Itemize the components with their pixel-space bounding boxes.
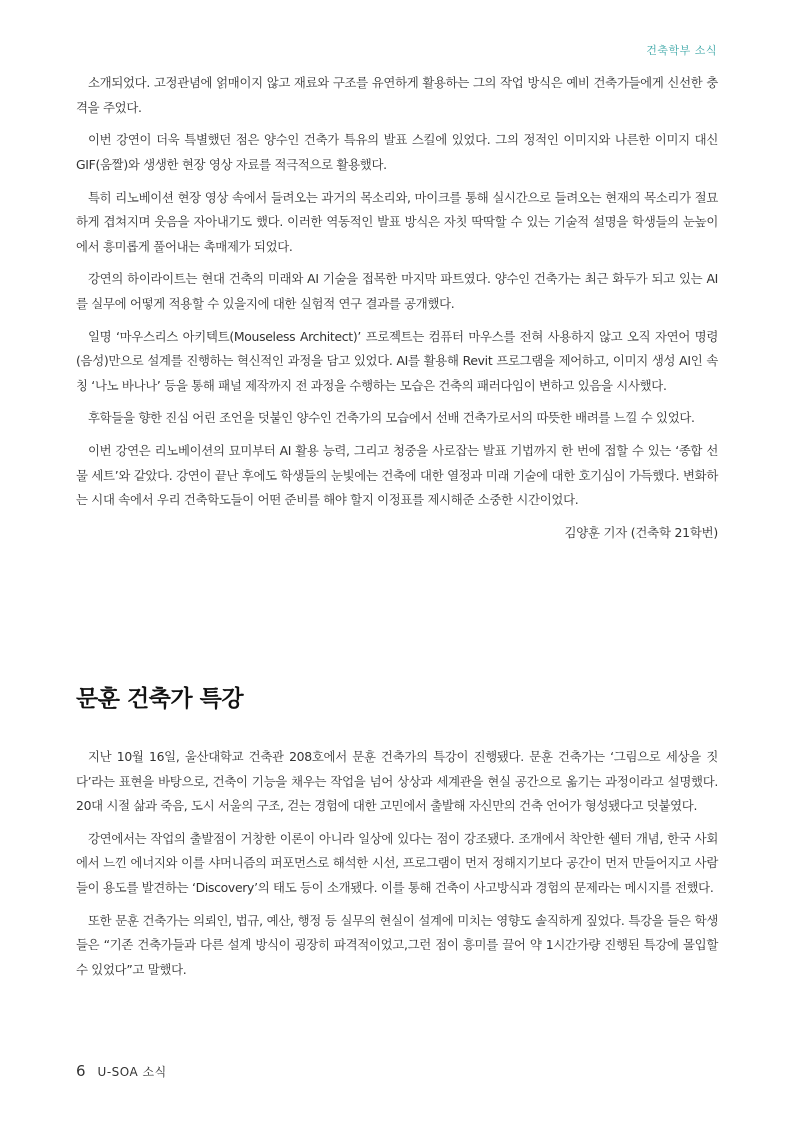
section-tag: 건축학부 소식 (646, 44, 717, 57)
article-body (76, 745, 718, 990)
article-title: 문훈 건축가 특강 (76, 686, 244, 712)
paragraph: 후학들을 향한 진심 어린 조언을 덧붙인 양수인 건축가의 모습에서 선배 건축가로서의 따뜻한 배려를 느낄 수 있었다. (88, 410, 695, 426)
paragraph: 강연에서는 작업의 출발점이 거창한 이론이 아니라 일상에 있다는 점이 강조됐다. 조개에서 착안한 쉘터 개념, 한국 사회에서 느낀 에너지와 이를 샤머니즘의 퍼포먼스로 해석한 시선, 프로그램이 먼저 정해지기보다 공간이 먼저 만들어지고 사람들이 용도를 발견하는 ‘Discovery’의 태도 등이 소개됐다. 이를 통해 건축이 사고방식과 경험의 문제라는 메시지를 전했다. (76, 830, 718, 895)
paragraph: 일명 ‘마우스리스 아키텍트(Mouseless Architect)’ 프로젝트는 컴퓨터 마우스를 전혀 사용하지 않고 오직 자연어 명령(음성)만으로 설계를 진행하는 혁신적인 과정을 담고 있었다. AI를 활용해 Revit 프로그램을 제어하고, 이미지 생성 AI인 속칭 ‘나노 바나나’ 등을 통해 패널 제작까지 전 과정을 수행하는 모습은 건축의 패러다임이 변하고 있음을 시사했다. (76, 328, 718, 393)
paragraph: 이번 강연은 리노베이션의 묘미부터 AI 활용 능력, 그리고 청중을 사로잡는 발표 기법까지 한 번에 접할 수 있는 ‘종합 선물 세트’와 같았다. 강연이 끝난 후에도 학생들의 눈빛에는 건축에 대한 열정과 미래 기술에 대한 호기심이 가득했다. 변화하는 시대 속에서 우리 건축학도들이 어떤 준비를 해야 할지 이정표를 제시해준 소중한 시간이었다. (76, 443, 718, 508)
paragraph: 이번 강연이 더욱 특별했던 점은 양수인 건축가 특유의 발표 스킬에 있었다. 그의 정적인 이미지와 나른한 이미지 대신 GIF(움짤)와 생생한 현장 영상 자료를 적극적으로 활용했다. (76, 132, 718, 172)
paragraph: 특히 리노베이션 현장 영상 속에서 들려오는 과거의 목소리와, 마이크를 통해 실시간으로 들려오는 현재의 목소리가 절묘하게 겹쳐지며 웃음을 자아내기도 했다. 이러한 역동적인 발표 방식은 자칫 딱딱할 수 있는 기술적 설명을 학생들의 눈높이에서 흥미롭게 풀어내는 촉매제가 되었다. (76, 189, 718, 254)
paragraph: 소개되었다. 고정관념에 얽매이지 않고 재료와 구조를 유연하게 활용하는 그의 작업 방식은 예비 건축가들에게 신선한 충격을 주었다. (76, 75, 718, 115)
byline: 김양훈 기자 (건축학 21학번) (564, 525, 718, 541)
paragraph: 강연의 하이라이트는 현대 건축의 미래와 AI 기술을 접목한 마지막 파트였다. 양수인 건축가는 최근 화두가 되고 있는 AI를 실무에 어떻게 적용할 수 있을지에 대한 실험적 연구 결과를 공개했다. (76, 271, 718, 311)
page-footer (76, 1062, 167, 1080)
paragraph: 지난 10월 16일, 울산대학교 건축관 208호에서 문훈 건축가의 특강이 진행됐다. 문훈 건축가는 ‘그림으로 세상을 짓다’라는 표현을 바탕으로, 건축이 기능을 채우는 작업을 넘어 상상과 세계관을 현실 공간으로 옮기는 과정이라고 설명했다. 20대 시절 삶과 죽음, 도시 서울의 구조, 걷는 경험에 대한 고민에서 출발해 자신만의 건축 언어가 형성됐다고 덧붙였다. (76, 749, 718, 813)
article-body (76, 71, 718, 545)
page-number: 6 (76, 1062, 86, 1080)
magazine-name: U-SOA 소식 (97, 1065, 167, 1079)
paragraph: 또한 문훈 건축가는 의뢰인, 법규, 예산, 행정 등 실무의 현실이 설계에 미치는 영향도 솔직하게 짚었다. 특강을 들은 학생들은 “기존 건축가들과 다른 설계 방식이 굉장히 파격적이었고,그런 점이 흥미를 끌어 약 1시간가량 진행된 특강에 몰입할 수 있었다”고 말했다. (76, 912, 718, 977)
